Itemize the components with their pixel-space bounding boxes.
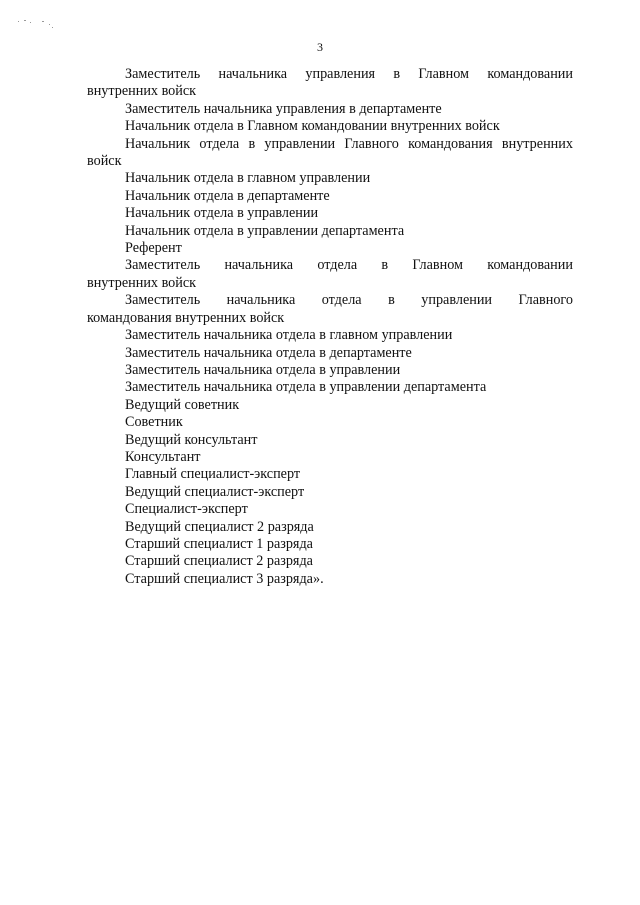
position-entry bbox=[87, 170, 573, 187]
position-entry bbox=[87, 553, 573, 570]
position-entry-line: Начальник отдела в управлении bbox=[125, 205, 319, 222]
position-word: отдела bbox=[317, 257, 358, 274]
position-entry bbox=[87, 257, 573, 292]
position-entry-line bbox=[87, 66, 573, 83]
position-entry bbox=[87, 66, 573, 101]
position-entry bbox=[87, 519, 573, 536]
position-entry bbox=[87, 466, 573, 483]
position-entry bbox=[87, 501, 573, 518]
position-word: командования bbox=[408, 135, 493, 152]
position-entry-line: Заместитель начальника отдела в департаменте bbox=[125, 344, 412, 361]
position-word: начальника bbox=[226, 292, 296, 309]
position-word: отдела bbox=[199, 135, 240, 152]
position-word: в bbox=[248, 135, 256, 152]
position-entry-line: Начальник отдела в Главном командовании внутренних войск bbox=[125, 118, 500, 135]
position-word: Заместитель bbox=[125, 66, 201, 82]
page-number: 3 bbox=[317, 40, 323, 54]
position-entry-continuation: внутренних войск bbox=[87, 83, 197, 100]
position-entry-line: Ведущий советник bbox=[125, 396, 240, 413]
position-word: Главного bbox=[344, 135, 399, 152]
position-entry-line bbox=[87, 257, 573, 274]
position-entry bbox=[87, 536, 573, 553]
position-entry bbox=[87, 449, 573, 466]
position-entry bbox=[87, 414, 573, 431]
position-entry-continuation: внутренних войск bbox=[87, 274, 197, 291]
position-entry bbox=[87, 345, 573, 362]
position-entry-line: Заместитель начальника отдела в главном управлении bbox=[125, 327, 453, 344]
position-entry-continuation: войск bbox=[87, 153, 122, 170]
position-word: командовании bbox=[487, 257, 573, 274]
position-entry-line: Заместитель начальника отдела в управлении bbox=[125, 361, 401, 378]
position-entry bbox=[87, 223, 573, 240]
position-entry bbox=[87, 432, 573, 449]
position-entry bbox=[87, 484, 573, 501]
position-word: управлении bbox=[421, 292, 493, 309]
position-word: внутренних bbox=[501, 135, 573, 152]
position-entry-line: Специалист-эксперт bbox=[125, 501, 248, 518]
position-list bbox=[87, 66, 573, 588]
position-entry-continuation: командования внутренних войск bbox=[87, 309, 285, 326]
position-entry bbox=[87, 379, 573, 396]
position-entry-line bbox=[87, 292, 573, 309]
position-word: Главного bbox=[518, 292, 573, 309]
position-entry-line: Старший специалист 2 разряда bbox=[125, 553, 313, 570]
position-entry bbox=[87, 327, 573, 344]
position-word: начальника bbox=[218, 66, 288, 82]
position-entry-line: Ведущий специалист 2 разряда bbox=[125, 518, 314, 535]
position-entry-line: Старший специалист 3 разряда». bbox=[125, 570, 324, 587]
position-word: Начальник bbox=[125, 135, 191, 152]
position-entry-line: Заместитель начальника отдела в управлении департамента bbox=[125, 379, 487, 396]
position-entry-line: Начальник отдела в управлении департамента bbox=[125, 222, 405, 239]
position-entry bbox=[87, 118, 573, 135]
position-entry bbox=[87, 205, 573, 222]
position-entry-line: Референт bbox=[125, 240, 182, 257]
position-entry bbox=[87, 397, 573, 414]
position-entry-line: Заместитель начальника управления в департаменте bbox=[125, 100, 442, 117]
position-entry-line: Начальник отдела в главном управлении bbox=[125, 170, 371, 187]
position-entry-line: Ведущий консультант bbox=[125, 431, 258, 448]
position-word: отдела bbox=[321, 292, 362, 309]
position-entry bbox=[87, 571, 573, 588]
position-word: начальника bbox=[224, 257, 294, 274]
position-word: Заместитель bbox=[125, 257, 201, 274]
position-entry-line: Ведущий специалист-эксперт bbox=[125, 483, 305, 500]
position-word: Заместитель bbox=[125, 292, 201, 309]
position-entry bbox=[87, 136, 573, 171]
position-entry bbox=[87, 362, 573, 379]
position-word: управления bbox=[305, 66, 376, 82]
position-entry-line: Старший специалист 1 разряда bbox=[125, 535, 313, 552]
position-entry-line bbox=[87, 136, 573, 153]
position-entry bbox=[87, 188, 573, 205]
position-word: в bbox=[393, 66, 401, 82]
position-word: Главном bbox=[418, 66, 470, 82]
position-word: Главном bbox=[412, 257, 464, 274]
position-entry-line: Начальник отдела в департаменте bbox=[125, 187, 330, 204]
position-entry bbox=[87, 292, 573, 327]
position-word: управлении bbox=[264, 135, 336, 152]
position-entry-line: Консультант bbox=[125, 448, 201, 465]
position-entry-line: Советник bbox=[125, 414, 183, 431]
scan-artifact-marks bbox=[16, 16, 64, 32]
position-word: в bbox=[381, 257, 389, 274]
position-entry bbox=[87, 101, 573, 118]
position-word: в bbox=[388, 292, 395, 309]
position-word: командовании bbox=[487, 66, 573, 82]
position-entry bbox=[87, 240, 573, 257]
position-entry-line: Главный специалист-эксперт bbox=[125, 466, 301, 483]
